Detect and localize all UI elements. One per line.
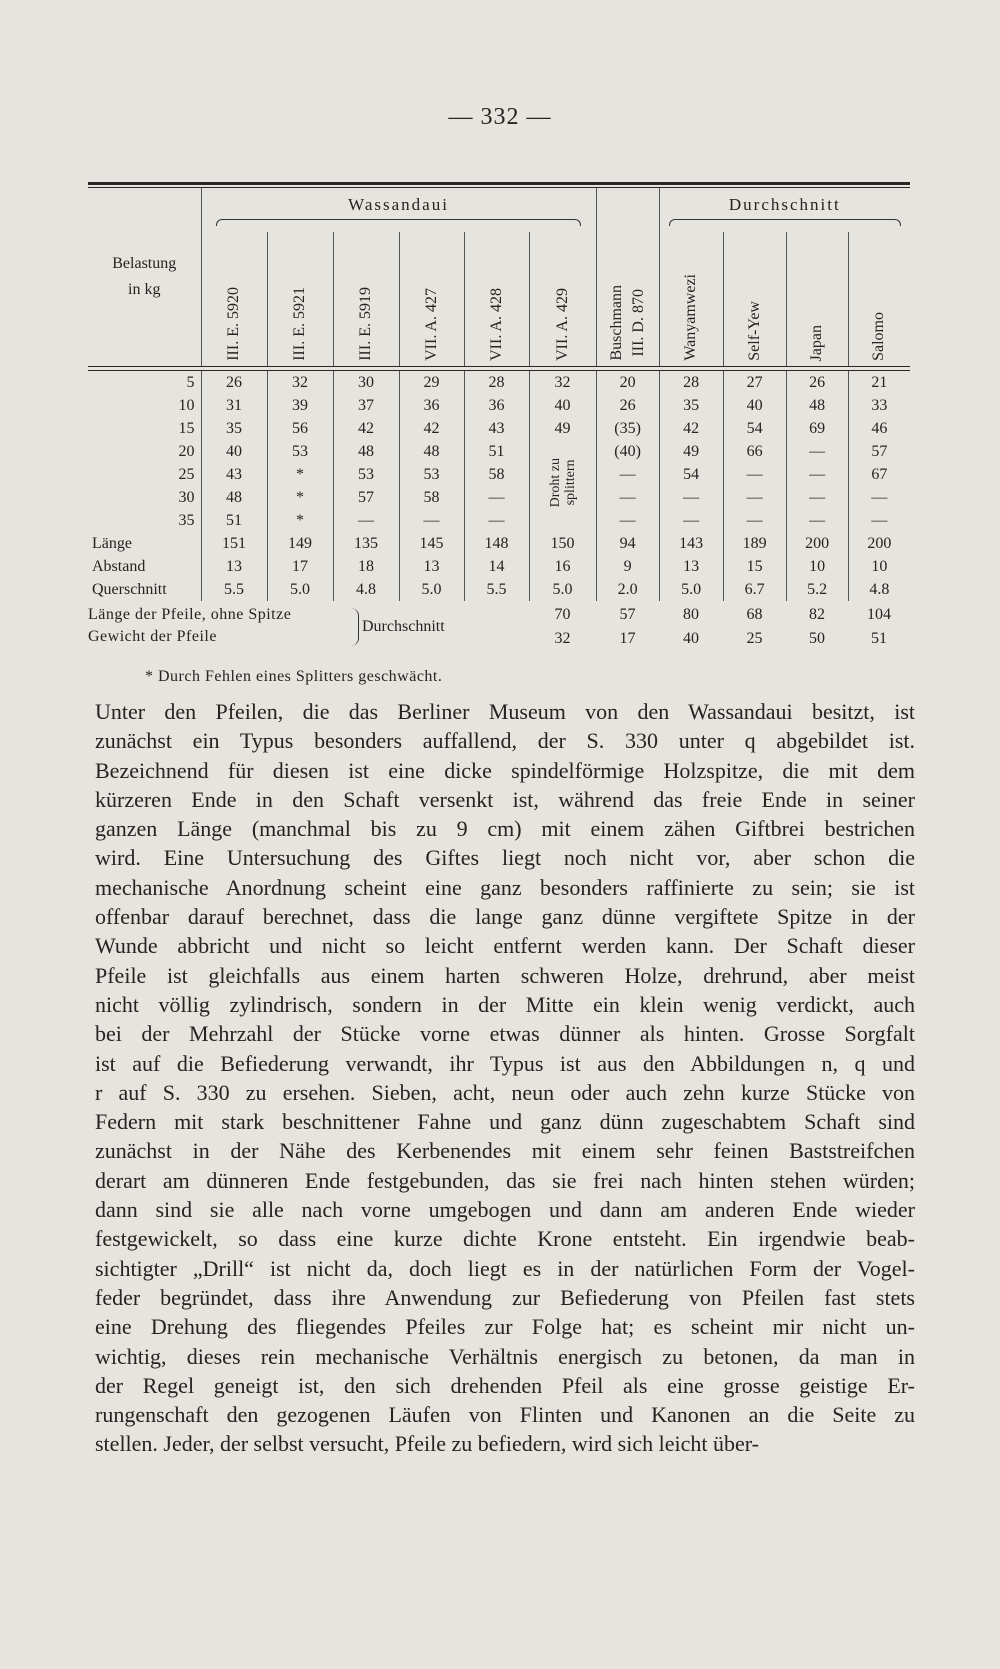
table-cell: (40) — [596, 440, 659, 463]
table-cell: — — [723, 486, 786, 509]
table-cell: 36 — [399, 394, 464, 417]
table-cell: 42 — [333, 417, 399, 440]
table-row — [88, 463, 910, 486]
table-row — [88, 371, 910, 395]
table-cell: 43 — [201, 463, 267, 486]
table-cell: 27 — [723, 371, 786, 395]
summary-row — [88, 555, 910, 578]
table-cell: 31 — [201, 394, 267, 417]
column-header — [201, 232, 267, 366]
average-label-weight: Gewicht der Pfeile — [88, 628, 217, 645]
column-header-label: Salomo — [870, 312, 888, 361]
body-line: ganzen Länge (manchmal bis zu 9 cm) mit einem zähen Giftbrei bestrichen — [95, 816, 915, 842]
table-cell: — — [659, 509, 723, 532]
table-cell: 58 — [399, 486, 464, 509]
table-cell: 40 — [723, 394, 786, 417]
droht-line: splittern — [562, 459, 578, 506]
table-cell: 200 — [848, 532, 910, 555]
group-durchschnitt-label: Durchschnitt — [728, 194, 841, 214]
column-header-label — [606, 277, 650, 361]
table-cell: 37 — [333, 394, 399, 417]
table-cell: 13 — [659, 555, 723, 578]
table-cell: 94 — [596, 532, 659, 555]
body-line: wichtig, dieses rein mechanische Verhältnis energisch zu betonen, da man in — [95, 1343, 915, 1369]
table-cell: 48 — [399, 440, 464, 463]
table-cell: 5.2 — [786, 578, 848, 601]
table-cell: 33 — [848, 394, 910, 417]
summary-label: Länge — [92, 535, 132, 552]
column-header-label: VII. A. 428 — [487, 288, 505, 361]
table-cell: — — [786, 486, 848, 509]
row-label: 15 — [178, 420, 195, 437]
body-line: r auf S. 330 zu ersehen. Sieben, acht, neun oder auch zehn kurze Stücke von — [95, 1079, 915, 1105]
body-line: Bezeichnend für diesen ist eine dicke spindelförmige Holzspitze, die mit dem — [95, 757, 915, 783]
table-cell: — — [596, 463, 659, 486]
average-cell: 57 — [619, 606, 636, 623]
column-header-label: III. E. 5920 — [225, 287, 242, 361]
droht-cell — [529, 440, 596, 532]
body-line: derart am dünneren Ende festgebunden, das sie frei nach hinten stehen würden; — [95, 1167, 915, 1193]
column-header — [659, 232, 723, 366]
body-line: dann sind sie alle nach vorne umgebogen und dann am anderen Ende wieder — [95, 1197, 915, 1223]
average-cell: 32 — [554, 630, 571, 647]
brace-durchschnitt — [669, 219, 901, 226]
body-line: eine Drehung des fliegendes Pfeiles zur Folge hat; es scheint mir nicht un- — [95, 1314, 915, 1340]
average-durchschnitt-label: Durchschnitt — [362, 618, 445, 635]
table-cell: 48 — [201, 486, 267, 509]
table-cell: 14 — [464, 555, 529, 578]
table-cell: 4.8 — [333, 578, 399, 601]
table-cell: — — [596, 509, 659, 532]
table-cell: 20 — [596, 371, 659, 395]
row-label: 30 — [178, 489, 195, 506]
table-cell: — — [723, 509, 786, 532]
column-header-label: III. E. 5919 — [357, 287, 374, 361]
body-line: Federn mit stark beschnittener Fahne und ganz dünn zugeschabtem Schaft sind — [95, 1109, 915, 1135]
row-label: 35 — [178, 512, 195, 529]
table-top-rule — [88, 182, 910, 185]
table-cell: 5.0 — [267, 578, 333, 601]
summary-label: Abstand — [92, 558, 146, 575]
body-line: festgewickelt, so dass eine kurze dichte Krone entsteht. Ein irgendwie beab- — [95, 1226, 915, 1252]
column-header — [723, 232, 786, 366]
table-cell: 54 — [723, 417, 786, 440]
table-cell: 28 — [659, 371, 723, 395]
average-cell: 80 — [683, 606, 699, 623]
table-cell: — — [786, 440, 848, 463]
body-line: Unter den Pfeilen, die das Berliner Museum von den Wassandaui besitzt, ist — [95, 699, 915, 724]
table-cell: 189 — [723, 532, 786, 555]
table-cell: 51 — [201, 509, 267, 532]
group-durchschnitt — [659, 188, 910, 232]
body-line: sichtigter „Drill“ ist nicht da, doch liegt es in der natürlichen Form der Vogel- — [95, 1255, 915, 1281]
column-header-label: VII. A. 429 — [553, 288, 571, 361]
column-header — [596, 232, 659, 366]
table-cell: 42 — [659, 417, 723, 440]
table-cell: 49 — [529, 417, 596, 440]
body-line: Wunde abbricht und nicht so leicht entfernt werden kann. Der Schaft dieser — [95, 933, 915, 959]
table-cell: 26 — [786, 371, 848, 395]
data-table — [88, 182, 910, 601]
body-line: feder begründet, dass ihre Anwendung zur Befiederung von Pfeilen fast stets — [95, 1284, 915, 1310]
table-cell: 5.0 — [399, 578, 464, 601]
average-cell: 17 — [619, 630, 636, 647]
table-cell: 15 — [723, 555, 786, 578]
table-cell: 5.5 — [201, 578, 267, 601]
row-label: 10 — [178, 397, 195, 414]
row-header-line2: in kg — [128, 281, 161, 298]
table-cell: — — [848, 486, 910, 509]
table-cell: 53 — [333, 463, 399, 486]
row-label: 20 — [178, 443, 195, 460]
table-cell: 10 — [848, 555, 910, 578]
table-cell: 16 — [529, 555, 596, 578]
table-cell: 5.0 — [529, 578, 596, 601]
table-cell: 49 — [659, 440, 723, 463]
table-cell: 40 — [201, 440, 267, 463]
table-cell: 40 — [529, 394, 596, 417]
body-line: zunächst ein Typus besonders auffallend, der S. 330 unter q abgebildet ist. — [95, 728, 915, 754]
table-cell: — — [659, 486, 723, 509]
body-line: zunächst in der Nähe des Kerbenendes mit einem sehr feinen Baststreifchen — [95, 1138, 915, 1164]
brace-average — [348, 608, 359, 646]
table-cell: 150 — [529, 532, 596, 555]
summary-row — [88, 578, 910, 601]
average-cell: 68 — [746, 606, 763, 623]
table-row — [88, 486, 910, 509]
body-line: offenbar darauf berechnet, dass die lange ganz dünne vergiftete Spitze in der — [95, 904, 915, 930]
body-text — [95, 697, 915, 1459]
table-cell: 57 — [848, 440, 910, 463]
column-header — [267, 232, 333, 366]
body-line: bei der Mehrzahl der Stücke vorne etwas dünner als hinten. Grosse Sorgfalt — [95, 1021, 915, 1047]
column-header-label: Wanyamwezi — [682, 274, 700, 361]
table-cell: 69 — [786, 417, 848, 440]
table-cell: 143 — [659, 532, 723, 555]
measurement-table — [88, 188, 910, 601]
table-cell: — — [399, 509, 464, 532]
average-cell: 50 — [809, 630, 825, 647]
table-cell: 35 — [201, 417, 267, 440]
table-row — [88, 417, 910, 440]
table-cell: * — [267, 463, 333, 486]
table-cell: 145 — [399, 532, 464, 555]
table-cell: * — [267, 486, 333, 509]
table-row — [88, 440, 910, 463]
table-cell: — — [464, 486, 529, 509]
group-wassandaui — [201, 188, 596, 232]
body-line: Pfeile ist gleichfalls aus einem harten schweren Holze, drehrund, aber meist — [95, 962, 915, 988]
row-label: 5 — [186, 374, 195, 391]
table-row — [88, 509, 910, 532]
table-cell: * — [267, 509, 333, 532]
table-cell: 46 — [848, 417, 910, 440]
table-cell: 48 — [786, 394, 848, 417]
table-cell: 5.5 — [464, 578, 529, 601]
table-cell: 26 — [201, 371, 267, 395]
average-cell: 51 — [871, 630, 887, 647]
table-cell: 58 — [464, 463, 529, 486]
table-cell: 36 — [464, 394, 529, 417]
table-cell: 42 — [399, 417, 464, 440]
row-header — [88, 188, 201, 366]
table-cell: 148 — [464, 532, 529, 555]
table-cell: 56 — [267, 417, 333, 440]
table-cell: 13 — [399, 555, 464, 578]
table-cell: 35 — [659, 394, 723, 417]
column-header — [464, 232, 529, 366]
group-gap — [596, 188, 659, 232]
body-line: nicht völlig zylindrisch, sondern in der Mitte ein klein wenig verdickt, auch — [95, 991, 915, 1017]
table-cell: 9 — [596, 555, 659, 578]
column-header — [848, 232, 910, 366]
average-cell: 25 — [746, 630, 763, 647]
table-cell: — — [786, 509, 848, 532]
column-header — [529, 232, 596, 366]
table-cell: 51 — [464, 440, 529, 463]
table-cell: 135 — [333, 532, 399, 555]
table-cell: 29 — [399, 371, 464, 395]
average-label-length: Länge der Pfeile, ohne Spitze — [88, 606, 292, 623]
column-header-label: VII. A. 427 — [422, 288, 440, 361]
table-cell: 4.8 — [848, 578, 910, 601]
page-number: — 332 — — [448, 104, 552, 130]
table-cell: 43 — [464, 417, 529, 440]
table-cell: — — [333, 509, 399, 532]
table-cell: — — [848, 509, 910, 532]
body-line: stellen. Jeder, der selbst versucht, Pfeile zu befiedern, wird sich leicht über- — [95, 1431, 759, 1457]
column-header-label: Self-Yew — [745, 301, 763, 361]
average-cell: 70 — [554, 606, 571, 623]
table-cell: 13 — [201, 555, 267, 578]
column-header-line: Buschmann — [607, 285, 625, 361]
table-cell: — — [723, 463, 786, 486]
table-cell: 2.0 — [596, 578, 659, 601]
table-cell: 67 — [848, 463, 910, 486]
droht-line: Droht zu — [547, 457, 563, 508]
table-cell: 48 — [333, 440, 399, 463]
body-line: mechanische Anordnung scheint eine ganz besonders raffinierte zu sein; sie ist — [95, 874, 915, 900]
body-line: der Regel geneigt ist, den sich drehenden Pfeil als eine grosse geistige Er- — [95, 1372, 915, 1398]
table-cell: 200 — [786, 532, 848, 555]
table-cell: 17 — [267, 555, 333, 578]
average-cell: 104 — [867, 606, 891, 623]
table-cell: 151 — [201, 532, 267, 555]
droht-label — [548, 458, 578, 507]
table-cell: 26 — [596, 394, 659, 417]
table-cell: 32 — [529, 371, 596, 395]
table-cell: 39 — [267, 394, 333, 417]
table-cell: 149 — [267, 532, 333, 555]
table-cell: 6.7 — [723, 578, 786, 601]
table-cell: 5.0 — [659, 578, 723, 601]
column-header — [399, 232, 464, 366]
column-header-label: Japan — [808, 324, 826, 361]
table-cell: 53 — [267, 440, 333, 463]
brace-wassandaui — [216, 219, 581, 226]
table-cell: 53 — [399, 463, 464, 486]
table-cell: 10 — [786, 555, 848, 578]
summary-label: Querschnitt — [92, 581, 167, 598]
table-cell: 54 — [659, 463, 723, 486]
body-line: kürzeren Ende in den Schaft versenkt ist, während das freie Ende in seiner — [95, 786, 915, 812]
average-cell: 82 — [809, 606, 825, 623]
table-row — [88, 394, 910, 417]
table-cell: 30 — [333, 371, 399, 395]
column-header-label: III. E. 5921 — [291, 287, 308, 361]
column-header-line: III. D. 870 — [629, 289, 647, 357]
table-cell: (35) — [596, 417, 659, 440]
table-cell: 32 — [267, 371, 333, 395]
table-cell: 18 — [333, 555, 399, 578]
summary-row — [88, 532, 910, 555]
table-cell: 66 — [723, 440, 786, 463]
column-header — [786, 232, 848, 366]
table-footnote: * Durch Fehlen eines Splitters geschwächt. — [145, 668, 443, 685]
table-cell: — — [786, 463, 848, 486]
body-line: rungenschaft den gezogenen Läufen von Flinten und Kanonen an die Seite zu — [95, 1402, 915, 1428]
column-header — [333, 232, 399, 366]
table-cell: — — [596, 486, 659, 509]
body-line: wird. Eine Untersuchung des Giftes liegt noch nicht vor, aber schon die — [95, 845, 915, 871]
table-cell: 21 — [848, 371, 910, 395]
row-label: 25 — [178, 466, 195, 483]
group-wassandaui-label: Wassandaui — [348, 194, 449, 214]
average-cell: 40 — [683, 630, 699, 647]
body-line: ist auf die Befiederung verwandt, ihr Typus ist aus den Abbildungen n, q und — [95, 1050, 915, 1076]
table-cell: — — [464, 509, 529, 532]
table-cell: 57 — [333, 486, 399, 509]
table-cell: 28 — [464, 371, 529, 395]
row-header-line1: Belastung — [112, 255, 177, 272]
